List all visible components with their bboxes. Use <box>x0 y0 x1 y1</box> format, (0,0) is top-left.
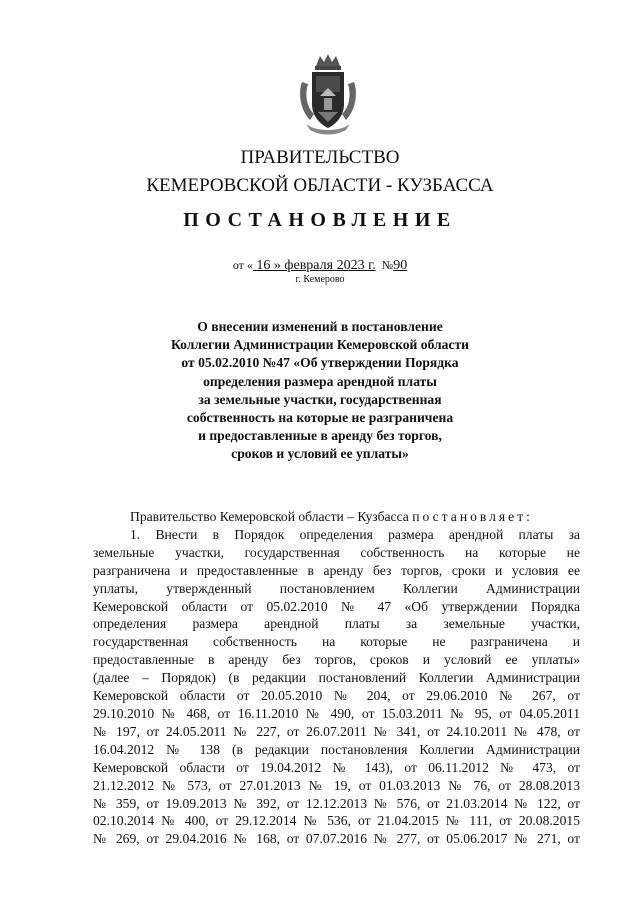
subject-line: сроков и условий ее уплаты» <box>231 446 409 462</box>
body-line: земельные участки, государственная собственность на которые не <box>93 544 580 560</box>
body-line: уплаты, утвержденный постановлением Коллегии Администрации <box>93 580 580 596</box>
date-month-year: » февраля 2023 г. <box>273 258 376 273</box>
preamble-text: Правительство Кемеровской области – Кузбасса <box>130 509 409 524</box>
document-number: 90 <box>393 258 408 273</box>
body-line: 02.10.2014 № 400, от 29.12.2014 № 536, от 21.04.2015 № 111, от 20.08.2015 <box>93 813 580 829</box>
body-line: № 269, от 29.04.2016 № 168, от 07.07.2016 № 277, от 05.06.2017 № 271, от <box>93 831 580 847</box>
body-line: (далее – Порядок) (в редакции постановлений Коллегии Администрации <box>93 670 580 686</box>
body-line: № 359, от 19.09.2013 № 392, от 12.12.2013 № 576, от 21.03.2014 № 122, от <box>93 795 580 811</box>
body-line: предоставленные в аренду без торгов, сроков и условий ее уплаты» <box>93 652 580 668</box>
body-line: Кемеровской области от 20.05.2010 № 204, от 29.06.2010 № 267, от <box>93 688 580 704</box>
issuer-block <box>0 144 640 200</box>
issuer-line-1: ПРАВИТЕЛЬСТВО <box>240 147 400 168</box>
number-sign: № <box>381 258 394 272</box>
date-line <box>0 258 640 274</box>
issuer-line-2: КЕМЕРОВСКОЙ ОБЛАСТИ - КУЗБАССА <box>146 175 494 196</box>
body-line: 16.04.2012 № 138 (в редакции постановления Коллегии Администрации <box>93 741 580 757</box>
body-line: № 197, от 24.05.2011 № 227, от 26.07.2011 № 341, от 24.10.2011 № 478, от <box>93 723 580 739</box>
body-line: разграничена и предоставленные в аренду без торгов, сроки и условия ее <box>93 562 580 578</box>
subject-line: определения размера арендной платы <box>203 373 437 389</box>
subject-line: собственность на которые не разграничена <box>186 410 454 426</box>
city-line: г. Кемерово <box>295 274 345 285</box>
subject-line: за земельные участки, государственная <box>198 391 442 407</box>
document-body <box>93 508 580 848</box>
coat-of-arms-emblem <box>296 52 360 136</box>
body-line: государственная собственность на которые не разграничена и <box>93 634 580 650</box>
document-type-title: ПОСТАНОВЛЕНИЕ <box>183 209 457 231</box>
body-line: Кемеровской области от 05.02.2010 № 47 «Об утверждении Порядка <box>93 598 580 614</box>
preamble-line <box>93 508 580 526</box>
subject-line: и предоставленные в аренду без торгов, <box>198 428 442 444</box>
subject-line: Коллегии Администрации Кемеровской области <box>170 337 470 353</box>
body-line: 29.10.2010 № 468, от 16.11.2010 № 490, от 15.03.2011 № 95, от 04.05.2011 <box>93 705 580 721</box>
subject-line: О внесении изменений в постановление <box>197 319 443 334</box>
date-prefix: от « <box>232 258 253 272</box>
subject-heading <box>0 318 640 464</box>
preamble-verb: постановляет: <box>412 509 533 524</box>
body-line: Кемеровской области от 19.04.2012 № 143), от 06.11.2012 № 473, от <box>93 759 580 775</box>
date-day: 16 <box>256 258 271 273</box>
body-line: 21.12.2012 № 573, от 27.01.2013 № 19, от 01.03.2013 № 76, от 28.08.2013 <box>93 777 580 793</box>
body-line: определения размера арендной платы за земельные участки, <box>93 616 580 632</box>
body-line: 1. Внести в Порядок определения размера арендной платы за <box>130 526 580 542</box>
subject-line: от 05.02.2010 №47 «Об утверждении Порядка <box>181 355 459 371</box>
